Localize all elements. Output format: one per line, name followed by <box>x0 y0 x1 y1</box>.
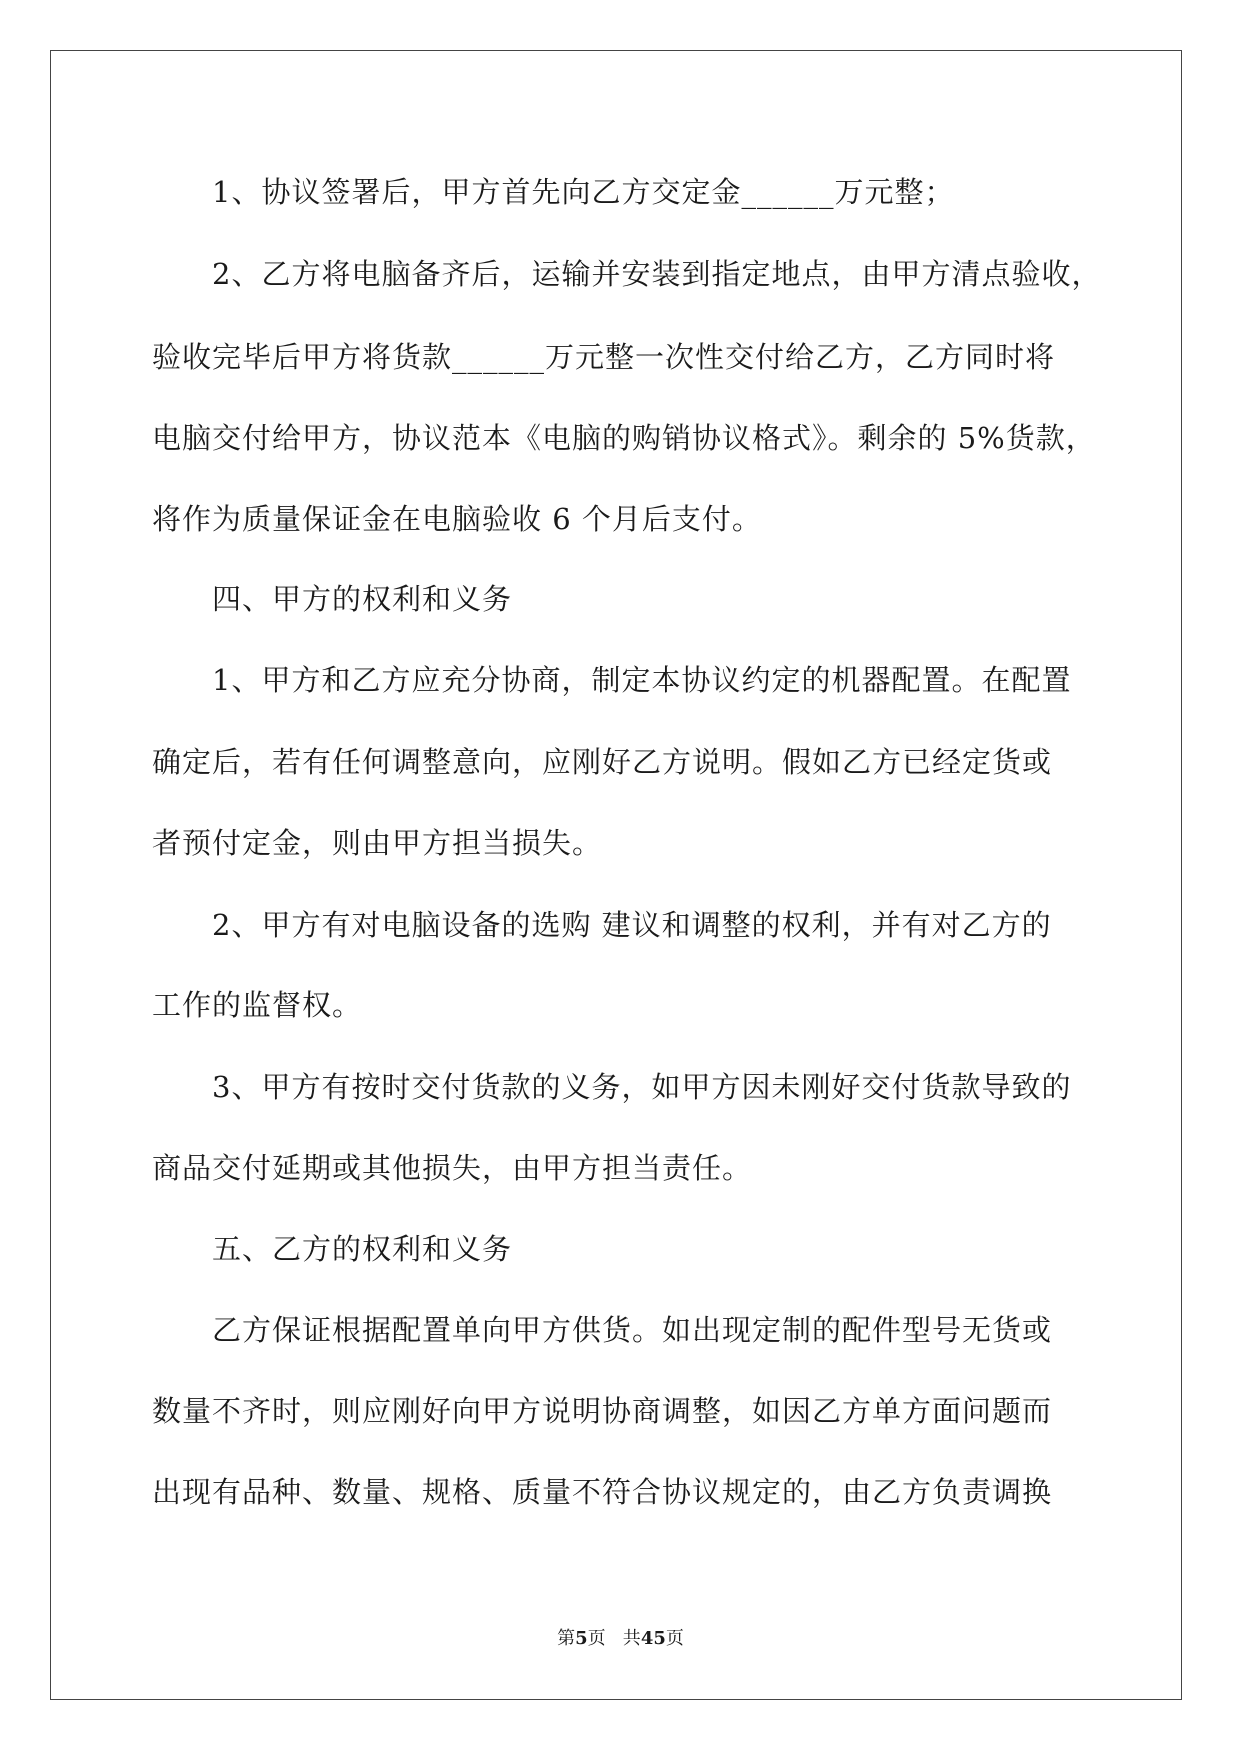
footer-middle: 页 共 <box>587 1628 641 1649</box>
text-line-11: 工作的监督权。 <box>152 988 363 1022</box>
text-line-17: 出现有品种、数量、规格、质量不符合协议规定的，由乙方负责调换 <box>152 1475 1053 1509</box>
text-line-3: 验收完毕后甲方将货款______万元整一次性交付给乙方，乙方同时将 <box>152 340 1056 374</box>
text-line-4: 电脑交付给甲方，协议范本《电脑的购销协议格式》。剩余的 5%货款， <box>152 421 1096 455</box>
text-line-5: 将作为质量保证金在电脑验收 6 个月后支付。 <box>152 502 762 536</box>
footer-prefix: 第 <box>557 1628 576 1649</box>
page-border <box>50 50 1182 1700</box>
text-line-2: 2、乙方将电脑备齐后，运输并安装到指定地点，由甲方清点验收， <box>212 257 1102 291</box>
footer-suffix: 页 <box>665 1628 684 1649</box>
page-footer <box>0 1627 1241 1651</box>
total-pages: 45 <box>640 1628 666 1649</box>
text-line-16: 数量不齐时，则应刚好向甲方说明协商调整，如因乙方单方面问题而 <box>152 1394 1053 1428</box>
text-line-8: 确定后，若有任何调整意向，应刚好乙方说明。假如乙方已经定货或 <box>152 745 1053 779</box>
section-heading-4: 四、甲方的权利和义务 <box>212 582 513 616</box>
text-line-7: 1、甲方和乙方应充分协商，制定本协议约定的机器配置。在配置 <box>212 663 1072 697</box>
section-heading-5: 五、乙方的权利和义务 <box>212 1232 513 1266</box>
page-number: 5 <box>575 1628 588 1649</box>
text-line-10: 2、甲方有对电脑设备的选购 建议和调整的权利，并有对乙方的 <box>212 908 1052 942</box>
text-line-13: 商品交付延期或其他损失，由甲方担当责任。 <box>152 1151 753 1185</box>
text-line-15: 乙方保证根据配置单向甲方供货。如出现定制的配件型号无货或 <box>212 1313 1053 1347</box>
text-line-12: 3、甲方有按时交付货款的义务，如甲方因未刚好交付货款导致的 <box>212 1070 1072 1104</box>
text-line-9: 者预付定金，则由甲方担当损失。 <box>152 826 603 860</box>
text-line-1: 1、协议签署后，甲方首先向乙方交定金______万元整； <box>212 175 955 209</box>
